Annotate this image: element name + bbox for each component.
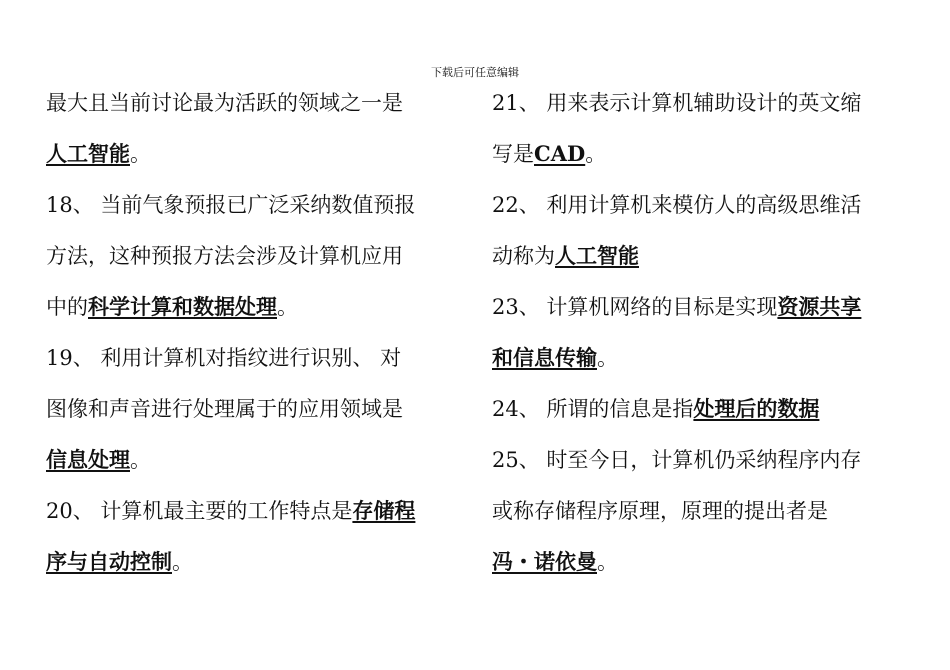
q18-line-2: 方法，这种预报方法会涉及计算机应用: [46, 244, 403, 268]
q24-answer: 处理后的数据: [693, 396, 820, 421]
q23-answer-part-1: 资源共享: [777, 294, 862, 319]
q22-line-2: [492, 237, 902, 288]
period: 。: [597, 550, 618, 574]
q20-line-2: [46, 543, 456, 594]
q20-answer-part-1: 存储程: [352, 498, 416, 523]
period: 。: [130, 142, 151, 166]
q23-line-1: [492, 288, 902, 339]
q17-line-1: 最大且当前讨论最为活跃的领域之一是: [46, 91, 403, 115]
q23-prefix: 23、 计算机网络的目标是实现: [492, 295, 778, 319]
page-header: 下载后可任意编辑: [431, 66, 519, 79]
q18-line-1: 18、 当前气象预报已广泛采纳数值预报: [46, 193, 416, 217]
period: 。: [597, 346, 618, 370]
q25-line-1: 25、 时至今日，计算机仍采纳程序内存: [492, 448, 862, 472]
q18-prefix: 中的: [46, 295, 88, 319]
q20-prefix: 20、 计算机最主要的工作特点是: [46, 499, 353, 523]
q24-line-1: [492, 390, 902, 441]
q24-prefix: 24、 所谓的信息是指: [492, 397, 694, 421]
q22-prefix: 动称为: [492, 244, 555, 268]
q22-line-1: 22、 利用计算机来模仿人的高级思维活: [492, 193, 862, 217]
q23-line-2: [492, 339, 902, 390]
q22-answer: 人工智能: [555, 243, 639, 268]
period: 。: [172, 550, 193, 574]
period: 。: [277, 295, 298, 319]
q18-line-3: [46, 288, 456, 339]
q21-prefix: 写是: [492, 142, 534, 166]
q21-answer: CAD: [534, 141, 586, 166]
period: 。: [130, 448, 151, 472]
q18-answer: 科学计算和数据处理: [88, 294, 277, 319]
q19-line-2: 图像和声音进行处理属于的应用领域是: [46, 397, 403, 421]
q25-answer: 冯・诺依曼: [492, 549, 597, 574]
q20-line-1: [46, 492, 456, 543]
right-column: [492, 84, 902, 594]
q17-answer: 人工智能: [46, 141, 130, 166]
q19-line-3: [46, 441, 456, 492]
period: 。: [585, 142, 607, 166]
q19-answer: 信息处理: [46, 447, 130, 472]
q23-answer-part-2: 和信息传输: [492, 345, 597, 370]
q25-line-3: [492, 543, 902, 594]
left-column: [46, 84, 456, 594]
q19-line-1: 19、 利用计算机对指纹进行识别、 对: [46, 346, 402, 370]
q20-answer-part-2: 序与自动控制: [46, 549, 172, 574]
q25-line-2: 或称存储程序原理，原理的提出者是: [492, 499, 828, 523]
q21-line-1: 21、 用来表示计算机辅助设计的英文缩: [492, 91, 862, 115]
q21-line-2: [492, 135, 902, 186]
q17-line-2: [46, 135, 456, 186]
